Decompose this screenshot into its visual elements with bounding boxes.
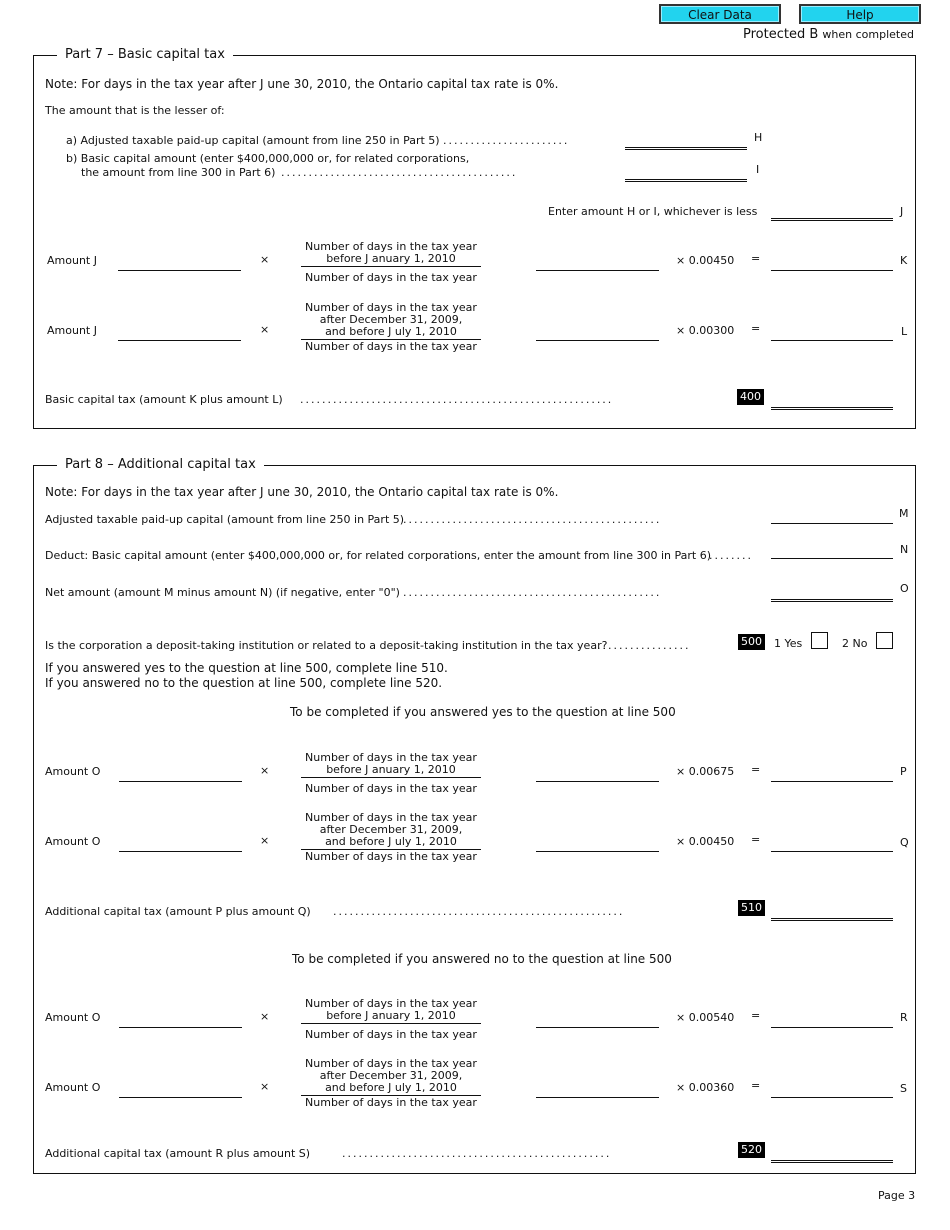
part7-title: Part 7 – Basic capital tax xyxy=(57,47,233,62)
part8-title: Part 8 – Additional capital tax xyxy=(57,457,264,472)
item-b-label-2: the amount from line 300 in Part 6) xyxy=(81,166,276,179)
field-k[interactable] xyxy=(771,256,893,271)
field-l[interactable] xyxy=(771,326,893,341)
field-days-q[interactable] xyxy=(536,837,659,852)
times-symbol: × xyxy=(260,1080,270,1093)
dot-leader: ..................................................... xyxy=(333,905,625,918)
field-days-p[interactable] xyxy=(536,767,659,782)
additional-tax-yes-label: Additional capital tax (amount P plus amount Q) xyxy=(45,905,311,918)
field-s[interactable] xyxy=(771,1083,893,1098)
part7-lesser-intro: The amount that is the lesser of: xyxy=(45,104,225,117)
field-amount-j-l[interactable] xyxy=(118,326,241,341)
deposit-question: Is the corporation a deposit-taking institution or related to a deposit-taking institution in the tax year? xyxy=(45,639,608,652)
line-520-badge: 520 xyxy=(738,1142,765,1158)
fraction-s: Number of days in the tax year after December 31, 2009, and before J uly 1, 2010 Number of days in the tax year xyxy=(301,1058,481,1109)
equals-symbol: = xyxy=(751,763,761,776)
times-symbol: × xyxy=(260,323,270,336)
dot-leader: ................. xyxy=(597,639,691,652)
field-days-k[interactable] xyxy=(536,256,659,271)
rate-k: × 0.00450 xyxy=(676,254,735,267)
field-amount-o-r[interactable] xyxy=(119,1013,242,1028)
times-symbol: × xyxy=(260,834,270,847)
if-no-note: If you answered no to the question at line 500, complete line 520. xyxy=(45,676,443,690)
field-days-l[interactable] xyxy=(536,326,659,341)
fraction-r: Number of days in the tax year before J anuary 1, 2010 Number of days in the tax year xyxy=(301,998,481,1041)
field-q[interactable] xyxy=(771,837,893,852)
protected-label: Protected B when completed xyxy=(743,27,914,42)
times-symbol: × xyxy=(260,253,270,266)
field-h[interactable] xyxy=(625,133,747,150)
equals-symbol: = xyxy=(751,1079,761,1092)
letter-q: Q xyxy=(900,836,909,849)
letter-k: K xyxy=(900,254,908,267)
dot-leader: ........................................... xyxy=(281,166,518,179)
equals-symbol: = xyxy=(751,1009,761,1022)
rate-p: × 0.00675 xyxy=(676,765,735,778)
fraction-k: Number of days in the tax year before J anuary 1, 2010 Number of days in the tax year xyxy=(301,241,481,284)
times-symbol: × xyxy=(260,764,270,777)
fraction-q: Number of days in the tax year after December 31, 2009, and before J uly 1, 2010 Number of days in the tax year xyxy=(301,812,481,863)
row-q-label: Amount O xyxy=(45,835,101,848)
equals-symbol: = xyxy=(751,252,761,265)
field-o[interactable] xyxy=(771,585,893,602)
field-days-r[interactable] xyxy=(536,1013,659,1028)
row-l-label: Amount J xyxy=(47,324,97,337)
field-j[interactable] xyxy=(771,204,893,221)
rate-l: × 0.00300 xyxy=(676,324,735,337)
field-510[interactable] xyxy=(771,904,893,921)
letter-s: S xyxy=(900,1082,907,1095)
dot-leader: ................................................. xyxy=(342,1147,612,1160)
line-500-badge: 500 xyxy=(738,634,765,650)
item-a-label: a) Adjusted taxable paid-up capital (amount from line 250 in Part 5) xyxy=(66,134,440,147)
dot-leader: ....................... xyxy=(443,134,570,147)
field-amount-o-s[interactable] xyxy=(119,1083,242,1098)
field-400[interactable] xyxy=(771,393,893,410)
field-p[interactable] xyxy=(771,767,893,782)
equals-symbol: = xyxy=(751,322,761,335)
letter-n: N xyxy=(900,543,909,556)
field-i[interactable] xyxy=(625,165,747,182)
dot-leader: ........ xyxy=(709,549,753,562)
rate-q: × 0.00450 xyxy=(676,835,735,848)
field-r[interactable] xyxy=(771,1013,893,1028)
yes-checkbox[interactable] xyxy=(811,632,828,649)
yes-heading: To be completed if you answered yes to the question at line 500 xyxy=(290,705,676,719)
net-amount-label: Net amount (amount M minus amount N) (if negative, enter "0") xyxy=(45,586,400,599)
letter-r: R xyxy=(900,1011,908,1024)
no-heading: To be completed if you answered no to the question at line 500 xyxy=(292,952,672,966)
basic-capital-tax-label: Basic capital tax (amount K plus amount L) xyxy=(45,393,283,406)
field-amount-o-p[interactable] xyxy=(119,767,242,782)
dot-leader: ............................................... xyxy=(403,586,662,599)
row-s-label: Amount O xyxy=(45,1081,101,1094)
fraction-p: Number of days in the tax year before J anuary 1, 2010 Number of days in the tax year xyxy=(301,752,481,795)
clear-data-button[interactable]: Clear Data xyxy=(659,4,781,24)
dot-leader: ............................................... xyxy=(403,513,662,526)
field-n[interactable] xyxy=(771,544,893,559)
field-m[interactable] xyxy=(771,509,893,524)
letter-h: H xyxy=(754,131,763,144)
yes-label: 1 Yes xyxy=(774,637,803,650)
rate-r: × 0.00540 xyxy=(676,1011,735,1024)
if-yes-note: If you answered yes to the question at line 500, complete line 510. xyxy=(45,661,448,675)
letter-p: P xyxy=(900,765,907,778)
letter-j: J xyxy=(900,205,904,218)
letter-i: I xyxy=(756,163,760,176)
row-r-label: Amount O xyxy=(45,1011,101,1024)
dot-leader: ......................................................... xyxy=(300,393,614,406)
part8-note: Note: For days in the tax year after J une 30, 2010, the Ontario capital tax rate is 0%. xyxy=(45,485,559,499)
part7-note: Note: For days in the tax year after J une 30, 2010, the Ontario capital tax rate is 0%. xyxy=(45,77,559,91)
field-days-s[interactable] xyxy=(536,1083,659,1098)
line-510-badge: 510 xyxy=(738,900,765,916)
adjusted-label: Adjusted taxable paid-up capital (amount from line 250 in Part 5) xyxy=(45,513,405,526)
deduct-label: Deduct: Basic capital amount (enter $400,000,000 or, for related corporations, enter the amount from line 300 in Part 6) xyxy=(45,549,711,562)
letter-m: M xyxy=(899,507,909,520)
help-button[interactable]: Help xyxy=(799,4,921,24)
rate-s: × 0.00360 xyxy=(676,1081,735,1094)
item-b-label-1: b) Basic capital amount (enter $400,000,000 or, for related corporations, xyxy=(66,152,470,165)
field-amount-o-q[interactable] xyxy=(119,837,242,852)
equals-symbol: = xyxy=(751,833,761,846)
row-p-label: Amount O xyxy=(45,765,101,778)
field-amount-j-k[interactable] xyxy=(118,256,241,271)
line-400-badge: 400 xyxy=(737,389,764,405)
letter-o: O xyxy=(900,582,909,595)
no-checkbox[interactable] xyxy=(876,632,893,649)
times-symbol: × xyxy=(260,1010,270,1023)
enter-amount-label: Enter amount H or I, whichever is less xyxy=(548,205,758,218)
no-label: 2 No xyxy=(842,637,868,650)
field-520[interactable] xyxy=(771,1146,893,1163)
page-number: Page 3 xyxy=(878,1189,916,1202)
row-k-label: Amount J xyxy=(47,254,97,267)
additional-tax-no-label: Additional capital tax (amount R plus amount S) xyxy=(45,1147,311,1160)
letter-l: L xyxy=(901,325,908,338)
fraction-l: Number of days in the tax year after December 31, 2009, and before J uly 1, 2010 Number of days in the tax year xyxy=(301,302,481,353)
